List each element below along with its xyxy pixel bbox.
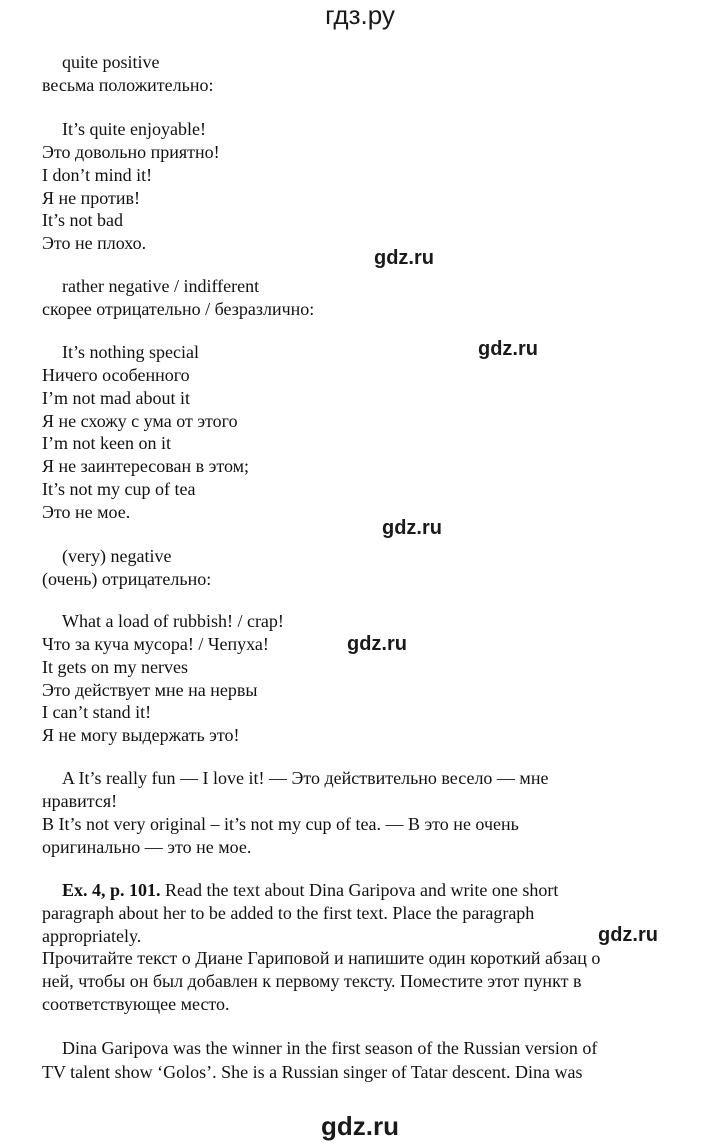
text-line: I’m not keen on it bbox=[42, 433, 171, 453]
watermark: gdz.ru bbox=[374, 247, 434, 269]
text-line: Это довольно приятно! bbox=[42, 142, 220, 162]
text-line: скорее отрицательно / безразлично: bbox=[42, 299, 315, 319]
text-line: Я не могу выдержать это! bbox=[42, 725, 240, 745]
text-line: It’s not my cup of tea bbox=[42, 479, 196, 499]
exercise-heading-line bbox=[62, 878, 558, 902]
text-line: соответствующее место. bbox=[42, 994, 230, 1014]
text-line: It’s not bad bbox=[42, 210, 123, 230]
text-line: Read the text about Dina Garipova and write one short bbox=[165, 880, 559, 900]
text-line: Я не против! bbox=[42, 188, 141, 208]
site-footer-watermark: gdz.ru bbox=[321, 1111, 399, 1141]
text-line: I’m not mad about it bbox=[42, 388, 190, 408]
text-line: весьма положительно: bbox=[42, 75, 214, 95]
text-line: Я не заинтересован в этом; bbox=[42, 456, 250, 476]
text-line: rather negative / indifferent bbox=[62, 276, 260, 296]
text-line: It’s quite enjoyable! bbox=[62, 119, 206, 139]
text-line: TV talent show ‘Golos’. She is a Russian singer of Tatar descent. Dina was bbox=[42, 1062, 583, 1082]
text-line: Ничего особенного bbox=[42, 365, 190, 385]
text-line: (very) negative bbox=[62, 546, 172, 566]
site-header-watermark: гдз.ру bbox=[325, 0, 395, 30]
watermark: gdz.ru bbox=[347, 633, 407, 655]
text-line: Это не плохо. bbox=[42, 233, 147, 253]
text-line: B It’s not very original – it’s not my cup of tea. — В это не очень bbox=[42, 814, 519, 834]
text-line: I can’t stand it! bbox=[42, 702, 152, 722]
text-line: What a load of rubbish! / crap! bbox=[62, 611, 284, 631]
exercise-label: Ex. 4, p. 101. bbox=[62, 880, 161, 900]
watermark: gdz.ru bbox=[382, 517, 442, 539]
text-line: ней, чтобы он был добавлен к первому тексту. Поместите этот пункт в bbox=[42, 971, 582, 991]
text-line: (очень) отрицательно: bbox=[42, 569, 212, 589]
watermark: gdz.ru bbox=[478, 338, 538, 360]
text-line: quite positive bbox=[62, 52, 160, 72]
text-line: оригинально — это не мое. bbox=[42, 837, 252, 857]
text-line: нравится! bbox=[42, 791, 118, 811]
text-line: Что за куча мусора! / Чепуха! bbox=[42, 634, 269, 654]
text-line: I don’t mind it! bbox=[42, 165, 153, 185]
watermark: gdz.ru bbox=[598, 924, 658, 946]
text-line: It gets on my nerves bbox=[42, 657, 188, 677]
text-line: A It’s really fun — I love it! — Это действительно весело — мне bbox=[62, 768, 549, 788]
text-line: Прочитайте текст о Диане Гариповой и напишите один короткий абзац о bbox=[42, 948, 601, 968]
text-line: Dina Garipova was the winner in the first season of the Russian version of bbox=[62, 1038, 598, 1058]
text-line: appropriately. bbox=[42, 926, 142, 946]
text-line: Это действует мне на нервы bbox=[42, 680, 258, 700]
text-line: It’s nothing special bbox=[62, 342, 199, 362]
text-line: Я не схожу с ума от этого bbox=[42, 411, 238, 431]
text-line: paragraph about her to be added to the first text. Place the paragraph bbox=[42, 903, 535, 923]
text-line: Это не мое. bbox=[42, 502, 131, 522]
